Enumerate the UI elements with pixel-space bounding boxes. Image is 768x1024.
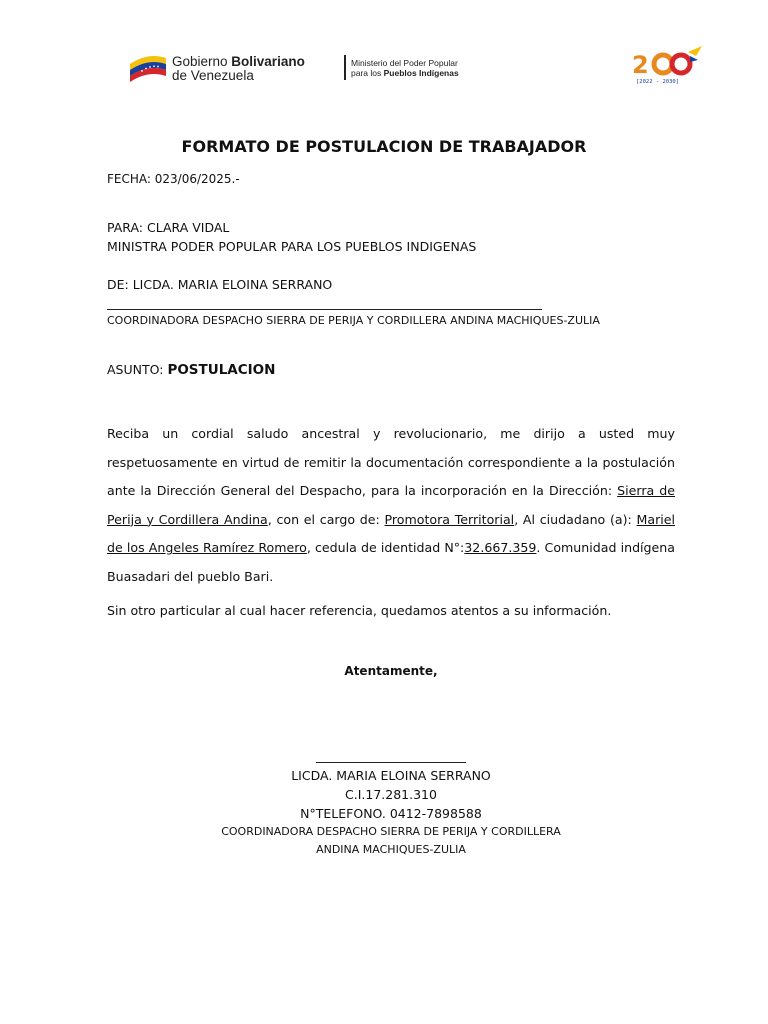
signature-line: [316, 762, 466, 763]
recipient-name: PARA: CLARA VIDAL: [107, 220, 230, 235]
candidate-name: Mariel de los Angeles Ramírez Romero: [107, 511, 675, 556]
signer-role-line2: ANDINA MACHIQUES-ZULIA: [316, 843, 466, 856]
ministry-bold: Pueblos Indígenas: [383, 68, 459, 78]
venezuela-flag-icon: [128, 52, 168, 82]
sender-role: COORDINADORA DESPACHO SIERRA DE PERIJA Y CORDILLERA ANDINA MACHIQUES-ZULIA: [107, 314, 600, 327]
signer-role-line1: COORDINADORA DESPACHO SIERRA DE PERIJA Y CORDILLERA: [221, 825, 561, 838]
body-paragraph: Reciba un cordial saludo ancestral y revolucionario, me dirijo a usted muy respetuosamente en virtud de remitir la documentación correspondiente a la postulación ante la Dirección General del Despacho, para la incorporación en la Dirección: Sierra de Perija y Cordillera Andina, con el cargo de: Promotora Territorial, Al ciudadano (a): Mariel de los Angeles Ramírez Romero, cedula de identidad N°:32.667.359. Comunidad indígena Buasadari del pueblo Bari.: [107, 426, 676, 584]
gov-title-line1: Gobierno Bolivariano: [172, 54, 305, 69]
ministry-line2: para los Pueblos Indígenas: [351, 68, 459, 78]
header-separator: [344, 55, 346, 80]
gov-title-bold: Bolivariano: [231, 54, 305, 69]
direction-name: Sierra de Perija y Cordillera Andina: [107, 483, 676, 527]
date-line: FECHA: 023/06/2025.-: [107, 172, 240, 186]
candidate-id: 32.667.359: [464, 540, 537, 556]
signer-phone: N°TELEFONO. 0412-7898588: [300, 806, 482, 821]
sender-line: DE: LICDA. MARIA ELOINA SERRANO: [107, 277, 333, 292]
recipient-title: MINISTRA PODER POPULAR PARA LOS PUEBLOS INDIGENAS: [107, 239, 477, 254]
subject-line: [107, 362, 275, 378]
subject-value: POSTULACION: [167, 362, 276, 378]
closing-salutation: Atentamente,: [344, 664, 438, 678]
anniversary-caption: [2022 - 2030]: [636, 79, 680, 85]
ministry-line1: Ministerio del Poder Popular: [351, 58, 458, 68]
gov-title-line2: de Venezuela: [172, 68, 254, 83]
anniversary-200-logo-icon: [630, 46, 714, 86]
svg-text:2: 2: [632, 51, 649, 79]
document-title: FORMATO DE POSTULACION DE TRABAJADOR: [181, 137, 587, 156]
header-banner: [108, 46, 720, 86]
position-name: Promotora Territorial: [384, 511, 515, 527]
signer-name: LICDA. MARIA ELOINA SERRANO: [291, 768, 491, 783]
signer-id: C.I.17.281.310: [345, 787, 437, 802]
sender-underline: [107, 309, 542, 310]
closing-paragraph: Sin otro particular al cual hacer referencia, quedamos atentos a su información.: [107, 603, 612, 618]
subject-label: ASUNTO:: [107, 362, 168, 377]
